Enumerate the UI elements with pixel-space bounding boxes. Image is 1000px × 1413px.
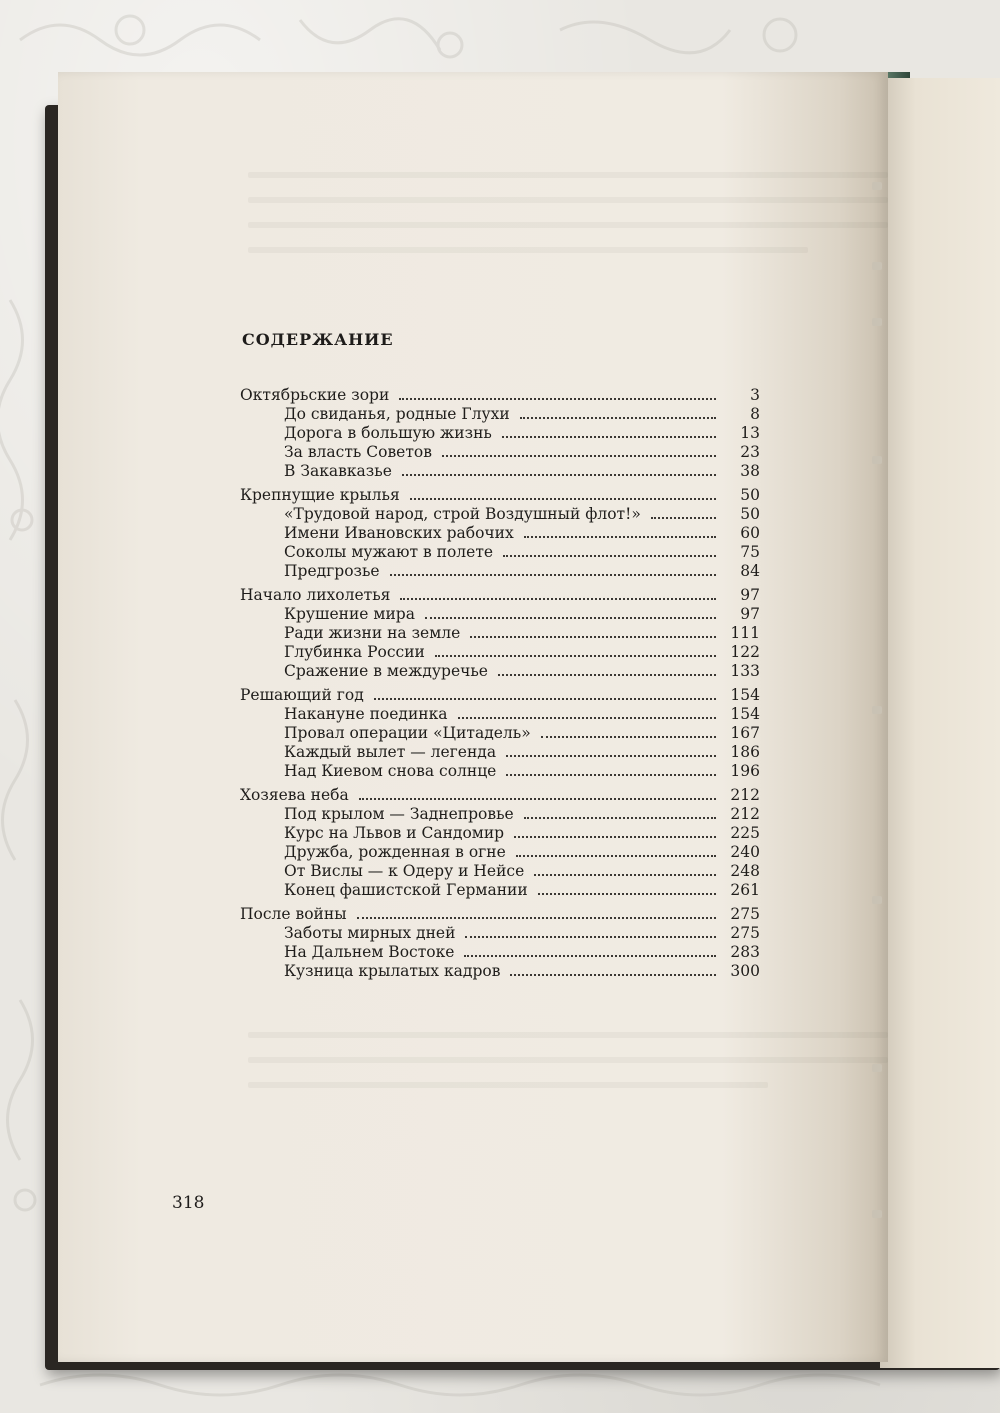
bleed-through-line (248, 197, 888, 203)
toc-entry-page: 154 (730, 686, 760, 704)
dot-leader (399, 398, 716, 400)
toc-chapter-entry (240, 562, 760, 581)
toc-part-entry (240, 386, 760, 405)
toc-entry-page: 13 (740, 424, 760, 442)
dot-leader (465, 936, 716, 938)
toc-entry-page: 196 (730, 762, 760, 780)
toc-entry-title: Дружба, рожденная в огне (284, 843, 506, 861)
toc-chapter-entry (240, 724, 760, 743)
dot-leader (506, 774, 716, 776)
toc-entry-title: Ради жизни на земле (284, 624, 461, 642)
toc-entry-title: На Дальнем Востоке (284, 943, 455, 961)
toc-entry-page: 23 (740, 443, 760, 461)
toc-entry-page: 50 (740, 505, 760, 523)
toc-chapter-entry (240, 743, 760, 762)
dot-leader (520, 417, 716, 419)
toc-entry-title: «Трудовой народ, строй Воздушный флот!» (284, 505, 641, 523)
toc-entry-title: Каждый вылет — легенда (284, 743, 497, 761)
toc-entry-title: Накануне поединка (284, 705, 448, 723)
dot-leader (374, 698, 716, 700)
bleed-through-line (248, 1082, 768, 1088)
toc-entry-title: Решающий год (240, 686, 364, 704)
toc-entry-page: 154 (730, 705, 760, 723)
toc-chapter-entry (240, 943, 760, 962)
dot-leader (541, 736, 716, 738)
toc-entry-page: 75 (740, 543, 760, 561)
toc-part-entry (240, 586, 760, 605)
bleed-through-line (248, 1057, 888, 1063)
toc-entry-page: 111 (730, 624, 760, 642)
toc-chapter-entry (240, 843, 760, 862)
toc-chapter-entry (240, 862, 760, 881)
toc-entry-title: Конец фашистской Германии (284, 881, 528, 899)
toc-part-entry (240, 686, 760, 705)
toc-chapter-entry (240, 881, 760, 900)
dot-leader (390, 574, 716, 576)
toc-chapter-entry (240, 824, 760, 843)
binding-stitch (872, 706, 882, 714)
toc-entry-title: Глубинка России (284, 643, 425, 661)
toc-entry-title: Над Киевом снова солнце (284, 762, 497, 780)
dot-leader (534, 874, 716, 876)
dot-leader (442, 455, 716, 457)
toc-entry-title: Крепнущие крылья (240, 486, 400, 504)
toc-entry-page: 225 (730, 824, 760, 842)
bleed-through-line (248, 172, 888, 178)
toc-entry-title: До свиданья, родные Глухи (284, 405, 510, 423)
toc-part-entry (240, 905, 760, 924)
toc-chapter-entry (240, 524, 760, 543)
dot-leader (359, 798, 716, 800)
toc-entry-page: 122 (730, 643, 760, 661)
toc-entry-page: 8 (750, 405, 760, 423)
bleed-through-line (248, 222, 888, 228)
toc-entry-page: 3 (750, 386, 760, 404)
toc-entry-title: От Вислы — к Одеру и Нейсе (284, 862, 525, 880)
toc-part-entry (240, 486, 760, 505)
toc-chapter-entry (240, 443, 760, 462)
toc-entry-title: Соколы мужают в полете (284, 543, 494, 561)
toc-entry-page: 300 (730, 962, 760, 980)
dot-leader (651, 517, 716, 519)
dot-leader (516, 855, 716, 857)
dot-leader (400, 598, 716, 600)
toc-chapter-entry (240, 662, 760, 681)
dot-leader (503, 555, 716, 557)
toc-entry-page: 261 (730, 881, 760, 899)
toc-entry-title: После войны (240, 905, 347, 923)
toc-chapter-entry (240, 605, 760, 624)
dot-leader (410, 498, 716, 500)
binding-stitch (872, 182, 882, 190)
toc-entry-page: 186 (730, 743, 760, 761)
toc-chapter-entry (240, 805, 760, 824)
toc-chapter-entry (240, 962, 760, 981)
toc-entry-page: 60 (740, 524, 760, 542)
toc-entry-page: 275 (730, 924, 760, 942)
toc-heading: СОДЕРЖАНИЕ (242, 330, 394, 349)
toc-entry-page: 240 (730, 843, 760, 861)
toc-entry-page: 212 (730, 786, 760, 804)
toc-entry-page: 97 (740, 586, 760, 604)
toc-entry-title: Предгрозье (284, 562, 380, 580)
toc-entry-title: За власть Советов (284, 443, 432, 461)
dot-leader (357, 917, 716, 919)
dot-leader (510, 974, 716, 976)
toc-part-entry (240, 786, 760, 805)
toc-entry-title: Заботы мирных дней (284, 924, 456, 942)
dot-leader (524, 817, 716, 819)
toc-chapter-entry (240, 505, 760, 524)
toc-chapter-entry (240, 762, 760, 781)
toc-entry-page: 38 (740, 462, 760, 480)
toc-entry-title: В Закавказье (284, 462, 392, 480)
dot-leader (458, 717, 716, 719)
toc-entry-page: 133 (730, 662, 760, 680)
toc-chapter-entry (240, 462, 760, 481)
binding-stitch (872, 318, 882, 326)
bleed-through-line (248, 1032, 888, 1038)
toc-entry-page: 275 (730, 905, 760, 923)
binding-stitch (872, 1064, 882, 1072)
toc-chapter-entry (240, 424, 760, 443)
toc-entry-page: 283 (730, 943, 760, 961)
toc-entry-page: 97 (740, 605, 760, 623)
dot-leader (464, 955, 716, 957)
table-of-contents (240, 386, 760, 981)
binding-stitch (872, 456, 882, 464)
toc-entry-title: Дорога в большую жизнь (284, 424, 492, 442)
right-page (880, 78, 1000, 1368)
dot-leader (425, 617, 716, 619)
binding-stitch (872, 896, 882, 904)
toc-entry-title: Сражение в междуречье (284, 662, 488, 680)
dot-leader (524, 536, 716, 538)
toc-entry-title: Начало лихолетья (240, 586, 391, 604)
toc-entry-title: Провал операции «Цитадель» (284, 724, 531, 742)
dot-leader (538, 893, 716, 895)
toc-entry-page: 50 (740, 486, 760, 504)
toc-entry-page: 248 (730, 862, 760, 880)
toc-entry-title: Октябрьские зори (240, 386, 390, 404)
toc-chapter-entry (240, 705, 760, 724)
dot-leader (506, 755, 716, 757)
bleed-through-line (248, 247, 808, 253)
toc-chapter-entry (240, 405, 760, 424)
binding-stitch (872, 1210, 882, 1218)
toc-chapter-entry (240, 924, 760, 943)
dot-leader (498, 674, 716, 676)
dot-leader (435, 655, 716, 657)
dot-leader (470, 636, 716, 638)
toc-chapter-entry (240, 543, 760, 562)
page-number: 318 (172, 1193, 205, 1213)
dot-leader (502, 436, 716, 438)
toc-chapter-entry (240, 624, 760, 643)
toc-entry-title: Хозяева неба (240, 786, 349, 804)
toc-entry-title: Курс на Львов и Сандомир (284, 824, 505, 842)
toc-entry-page: 167 (730, 724, 760, 742)
toc-entry-title: Под крылом — Заднепровье (284, 805, 514, 823)
dot-leader (514, 836, 716, 838)
toc-entry-page: 212 (730, 805, 760, 823)
toc-entry-title: Имени Ивановских рабочих (284, 524, 514, 542)
dot-leader (402, 474, 716, 476)
binding-stitch (872, 262, 882, 270)
toc-entry-title: Кузница крылатых кадров (284, 962, 501, 980)
toc-chapter-entry (240, 643, 760, 662)
toc-entry-page: 84 (740, 562, 760, 580)
toc-entry-title: Крушение мира (284, 605, 415, 623)
